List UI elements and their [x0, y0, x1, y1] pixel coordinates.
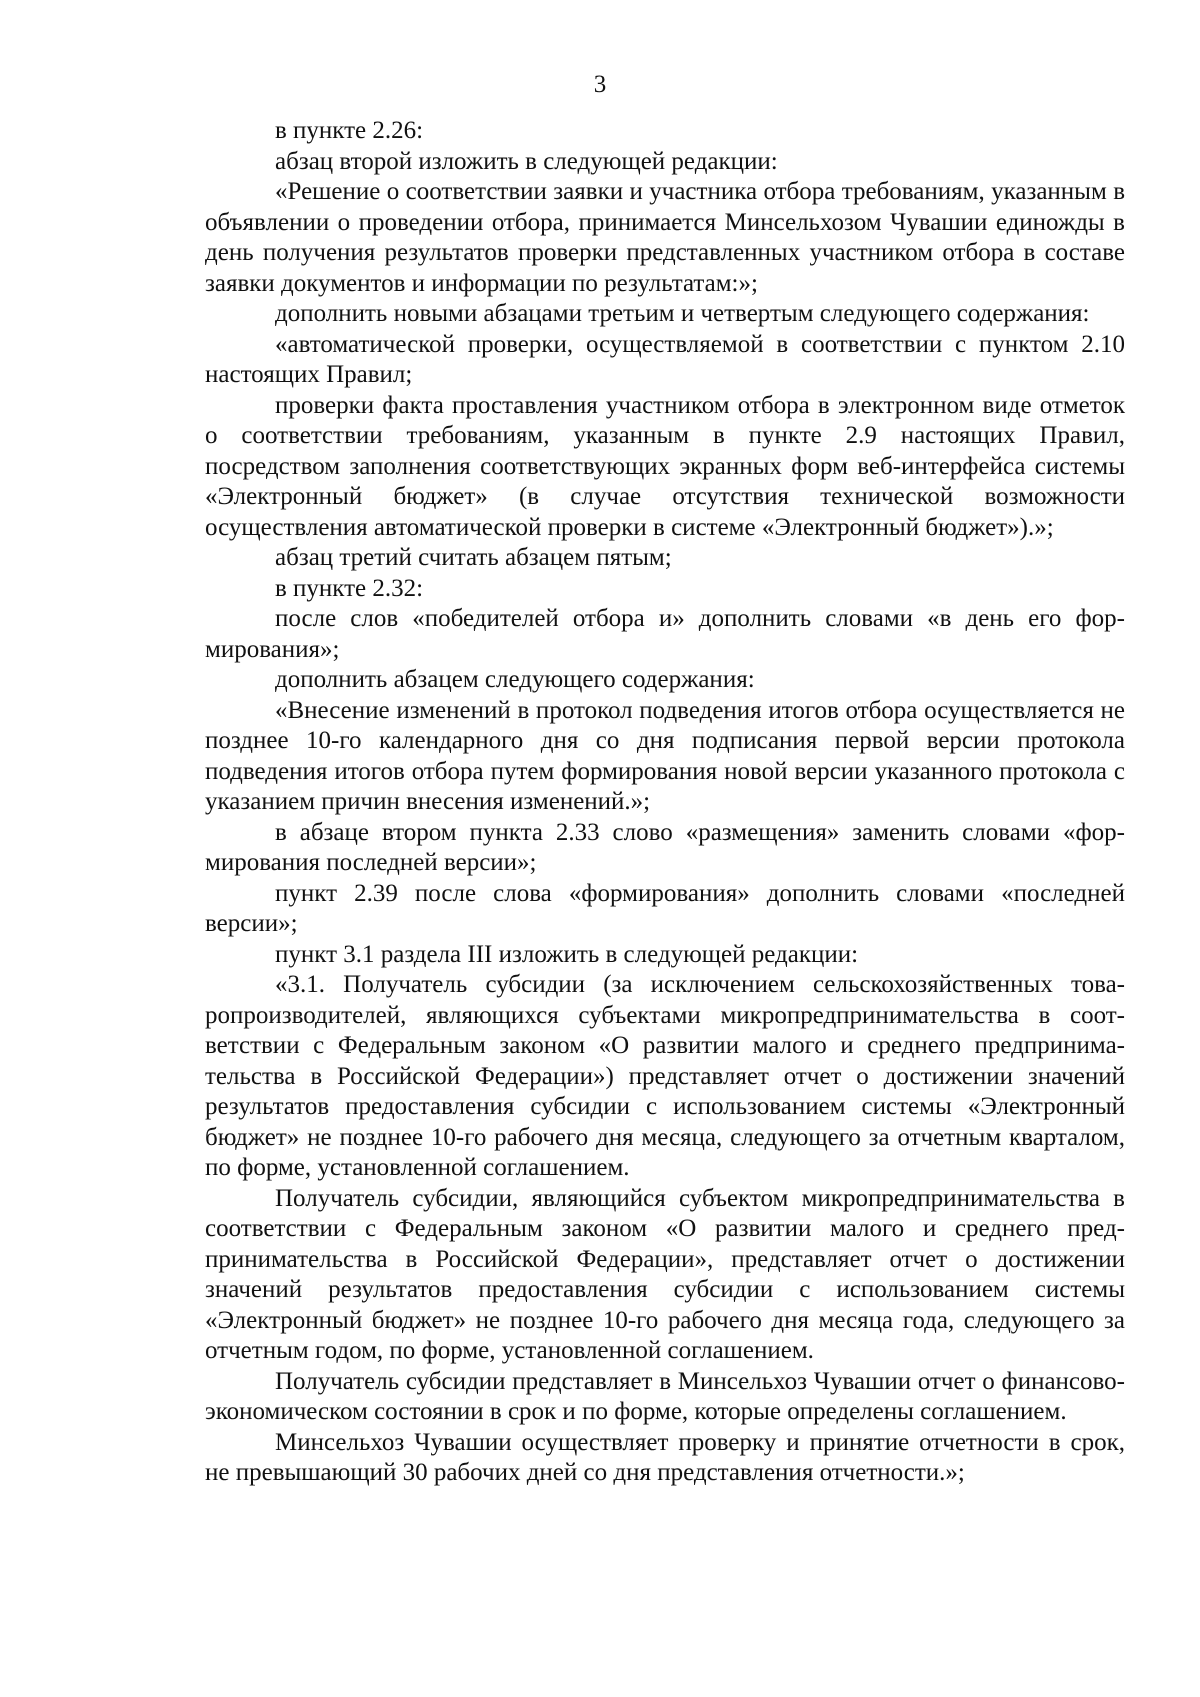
paragraph: дополнить абзацем следующего содержания: — [275, 666, 755, 693]
paragraph: Получатель субсидии представляет в Минсельхоз Чувашии отчет о финансово-экономическом состоянии в срок и по форме, которые определены соглашением. — [205, 1367, 1125, 1425]
paragraph: в абзаце втором пункта 2.33 слово «размещения» заменить словами «формирования последней версии»; — [205, 818, 1125, 876]
paragraph: «Внесение изменений в протокол подведения итогов отбора осуществляется не позднее 10-го календарного дня со дня подписания первой версии протокола подведения итогов отбора путем формирования новой версии указанного протокола с указанием причин внесения изменений.»; — [205, 696, 1125, 815]
paragraph: после слов «победителей отбора и» дополнить словами «в день его формирования»; — [205, 605, 1125, 663]
paragraph: дополнить новыми абзацами третьим и четвертым следующего содержания: — [275, 300, 1090, 327]
document-body — [205, 116, 1125, 1489]
paragraph: Получатель субсидии, являющийся субъектом микропредпринимательства в соответствии с Федеральным законом «О развитии малого и среднего предпринимательства в Российской Федерации», представляет отчет о достижении значений результатов предоставления субсидии с использованием системы «Электронный бюджет» не позднее 10-го рабочего дня месяца года, следующего за отчетным годом, по форме, установленной соглашением. — [205, 1184, 1125, 1364]
paragraph: Минсельхоз Чувашии осуществляет проверку и принятие отчетности в срок, не превышающий 30 рабочих дней со дня представления отчетности.»; — [205, 1428, 1125, 1486]
paragraph: «3.1. Получатель субсидии (за исключением сельскохозяйственных товаропроизводителей, являющихся субъектами микропредпринимательства в соответствии с Федеральным законом «О развитии малого и среднего предпринимательства в Российской Федерации») представляет отчет о достижении значений результатов предоставления субсидии с использованием системы «Электронный бюджет» не позднее 10-го рабочего дня месяца, следующего за отчетным кварталом, по форме, установленной соглашением. — [205, 971, 1125, 1181]
paragraph: в пункте 2.26: — [275, 117, 424, 144]
paragraph: «Решение о соответствии заявки и участника отбора требованиям, указанным в объявлении о проведении отбора, принимается Минсельхозом Чувашии единожды в день получения результатов проверки представленных участником отбора в составе заявки документов и информации по результатам:»; — [205, 178, 1125, 297]
paragraph: пункт 2.39 после слова «формирования» дополнить словами «последней версии»; — [205, 879, 1125, 937]
paragraph: «автоматической проверки, осуществляемой в соответствии с пунктом 2.10 настоящих Правил; — [205, 330, 1125, 388]
paragraph: проверки факта проставления участником отбора в электронном виде отметок о соответствии требованиям, указанным в пункте 2.9 настоящих Правил, посредством заполнения соответствующих экранных форм веб-интерфейса системы «Электронный бюджет» (в случае отсутствия технической возможности осуществления автоматической проверки в системе «Электронный бюджет»).»; — [205, 391, 1125, 541]
page-number: 3 — [593, 71, 607, 98]
paragraph: абзац второй изложить в следующей редакции: — [275, 147, 778, 175]
paragraph: в пункте 2.32: — [275, 574, 424, 602]
paragraph: пункт 3.1 раздела III изложить в следующей редакции: — [275, 940, 859, 968]
paragraph: абзац третий считать абзацем пятым; — [275, 544, 672, 571]
